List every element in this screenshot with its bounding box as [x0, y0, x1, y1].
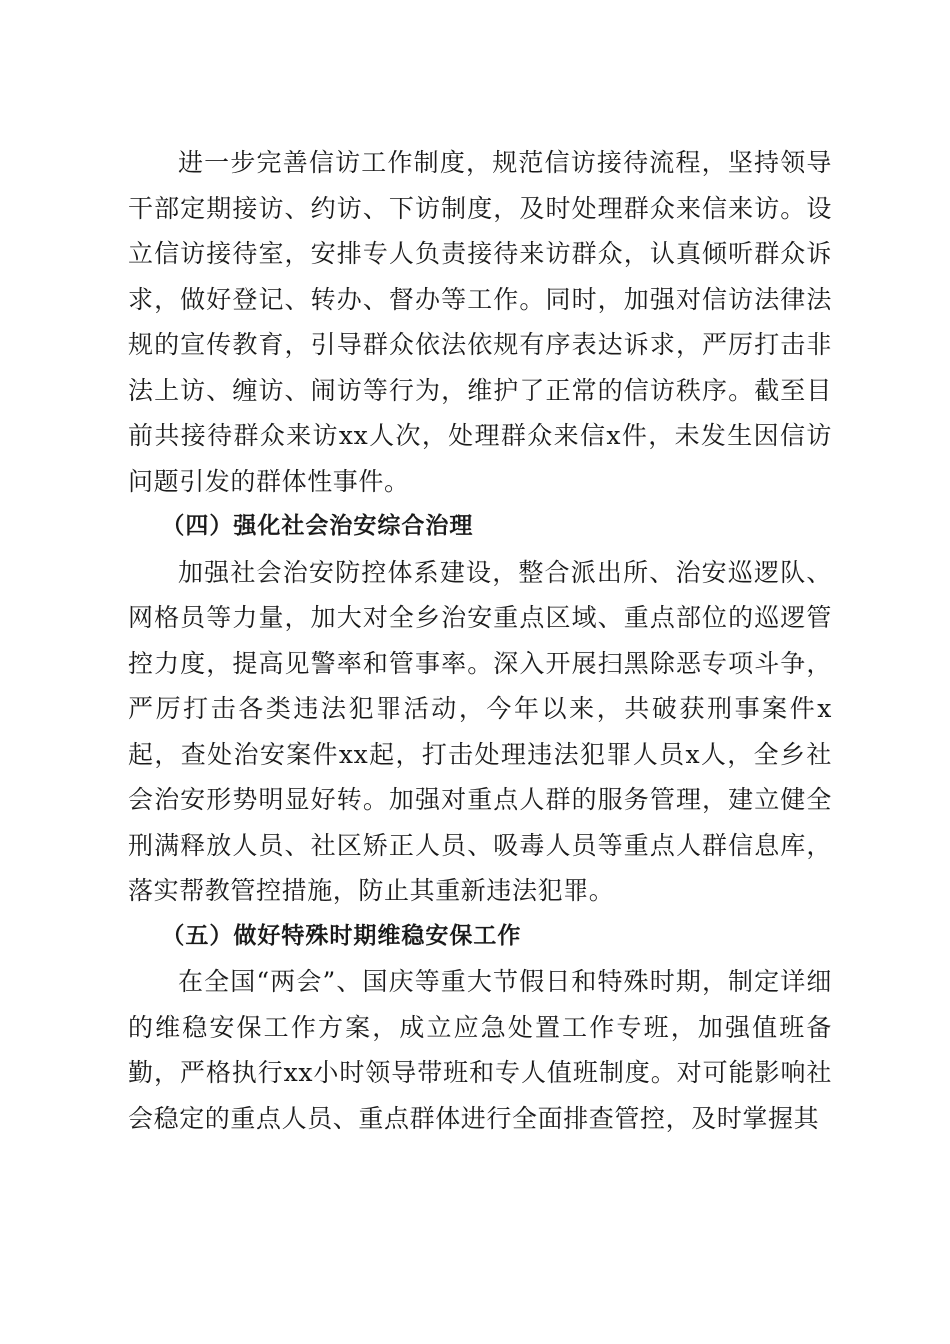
paragraph-special-period-security: 在全国“两会”、国庆等重大节假日和特殊时期，制定详细的维稳安保工作方案，成立应急处置工作专班，加强值班备勤，严格执行xx小时领导带班和专人值班制度。对可能影响社会稳定的重点人员、重点群体进行全面排查管控，及时掌握其	[128, 967, 832, 1133]
document-body	[128, 140, 832, 1141]
section-heading-5: （五）做好特殊时期维稳安保工作	[161, 922, 522, 949]
paragraph-public-security: 加强社会治安防控体系建设，整合派出所、治安巡逻队、网格员等力量，加大对全乡治安重点区域、重点部位的巡逻管控力度，提高见警率和管事率。深入开展扫黑除恶专项斗争，严厉打击各类违法犯罪活动，今年以来，共破获刑事案件x起，查处治安案件xx起，打击处理违法犯罪人员x人，全乡社会治安形势明显好转。加强对重点人群的服务管理，建立健全刑满释放人员、社区矫正人员、吸毒人员等重点人群信息库，落实帮教管控措施，防止其重新违法犯罪。	[128, 557, 832, 905]
section-heading-4: （四）强化社会治安综合治理	[161, 513, 474, 539]
paragraph-petition-work: 进一步完善信访工作制度，规范信访接待流程，坚持领导干部定期接访、约访、下访制度，及时处理群众来信来访。设立信访接待室，安排专人负责接待来访群众，认真倾听群众诉求，做好登记、转办、督办等工作。同时，加强对信访法律法规的宣传教育，引导群众依法依规有序表达诉求，严厉打击非法上访、缠访、闹访等行为，维护了正常的信访秩序。截至目前共接待群众来访xx人次，处理群众来信x件，未发生因信访问题引发的群体性事件。	[128, 148, 832, 496]
